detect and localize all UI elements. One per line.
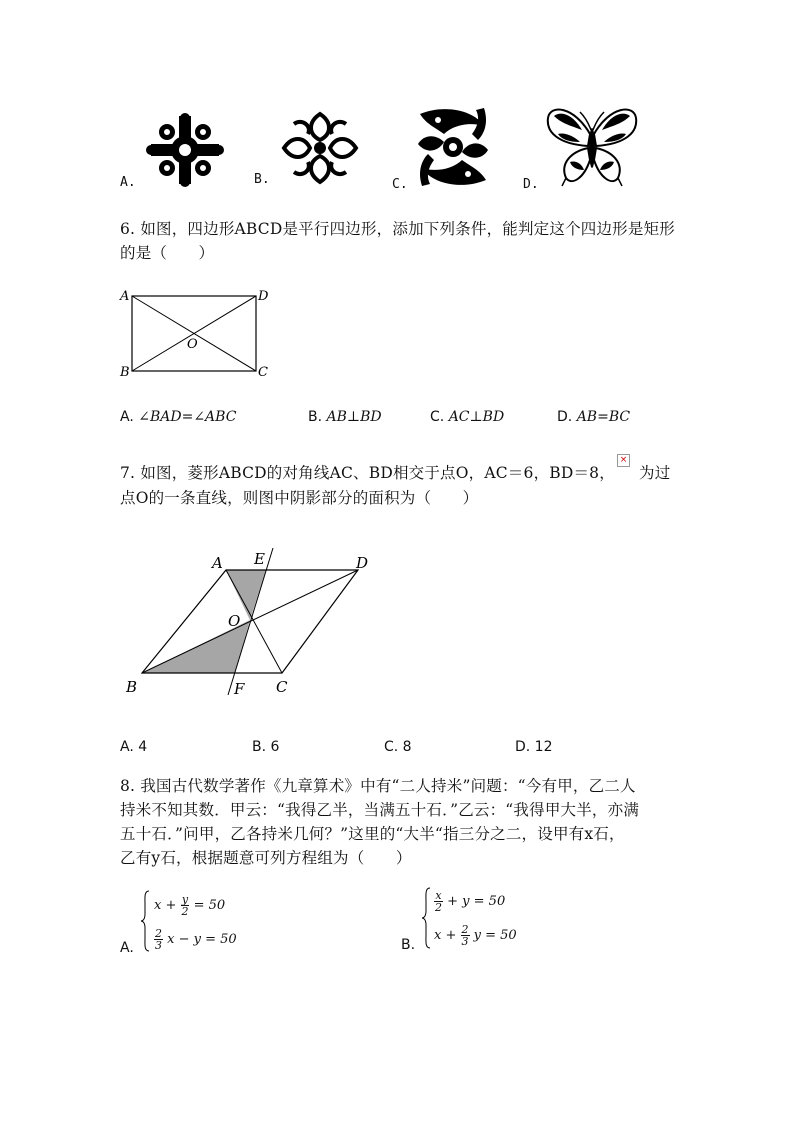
butterfly-icon	[544, 104, 640, 188]
ornament-cross-icon	[145, 112, 225, 188]
q6-option-d-text: AB=BC	[576, 409, 631, 425]
q6-text-line1: 6. 如图，四边形ABCD是平行四边形，添加下列条件，能判定这个四边形是矩形	[120, 220, 675, 238]
q6-option-d-label: D.	[557, 409, 573, 425]
q6-option-a[interactable]	[120, 409, 236, 425]
ornament-scroll-icon	[278, 108, 362, 188]
q6-option-a-label: A.	[120, 409, 134, 425]
q7-option-d[interactable]: D. 12	[515, 739, 553, 755]
q8-a-eq2-fraction	[154, 928, 163, 951]
q8-a-eq2-den: 3	[155, 939, 162, 952]
q8-option-b-eq1	[434, 890, 505, 913]
q8-b-eq1-den: 2	[435, 901, 442, 914]
q6-label-a: A	[120, 289, 130, 304]
q7-label-o: O	[228, 612, 241, 630]
q8-text-line1: 8. 我国古代数学著作《九章算术》中有“二人持米”问题：“今有甲，乙二人	[120, 777, 636, 795]
q8-text-line3: 五十石．”问甲，乙各持米几何？”这里的“大半“指三分之二，设甲有x石，	[120, 825, 625, 843]
q6-option-b-label: B.	[308, 409, 323, 425]
q6-option-b[interactable]	[308, 409, 382, 425]
q7-option-a[interactable]: A. 4	[120, 739, 148, 755]
q5-option-c-label[interactable]: C.	[392, 177, 408, 192]
q6-text-line2: 的是（ ）	[120, 244, 215, 262]
q5-option-b-figure	[278, 108, 362, 188]
q5-option-a-figure	[145, 112, 225, 188]
q6-option-a-text: ∠BAD=∠ABC	[138, 409, 237, 425]
q8-b-eq2-post: y = 50	[473, 928, 517, 943]
q6-label-c: C	[258, 365, 268, 380]
left-brace-icon	[421, 887, 431, 949]
q8-a-eq1-num: y	[181, 893, 189, 906]
q6-figure	[114, 286, 284, 382]
q7-text-line1-pre: 7. 如图，菱形ABCD的对角线AC、BD相交于点O，AC＝6，BD＝8，	[120, 464, 615, 482]
q7-label-a: A	[212, 554, 223, 572]
q8-a-eq2-post: x − y = 50	[167, 932, 237, 947]
rhombus-diagram	[118, 540, 378, 700]
q8-a-eq1-post: = 50	[193, 898, 226, 913]
q8-a-eq1-den: 2	[181, 905, 189, 918]
q8-option-b-brace	[421, 887, 431, 951]
q8-b-eq1-num: x	[435, 889, 442, 902]
q6-option-d[interactable]	[557, 409, 630, 425]
q7-text-line1-post: 为过	[639, 464, 671, 482]
q5-option-b-label[interactable]: B.	[254, 172, 270, 187]
q6-option-c-text: AC⊥BD	[448, 409, 505, 425]
q8-a-eq1-fraction	[181, 894, 190, 917]
q8-b-eq2-num: 2	[461, 923, 469, 936]
parallelogram-diagram	[114, 286, 284, 382]
q8-text-line2: 持米不知其数．甲云：“我得乙半，当满五十石．”乙云：“我得甲大半，亦满	[120, 801, 640, 819]
q5-option-d-figure	[544, 104, 640, 188]
q8-b-eq2-pre: x +	[434, 928, 457, 943]
q7-figure	[118, 540, 378, 700]
q8-option-b-eq2	[434, 924, 517, 947]
q7-label-e: E	[254, 550, 265, 568]
q7-option-b[interactable]: B. 6	[252, 739, 280, 755]
ornament-swirl-icon	[414, 104, 492, 190]
q6-option-b-text: AB⊥BD	[326, 409, 382, 425]
q8-b-eq1-fraction	[434, 890, 443, 913]
broken-image-icon: ×	[617, 454, 630, 467]
q8-option-b-label[interactable]: B.	[401, 937, 416, 953]
q7-label-f: F	[234, 680, 245, 698]
q7-label-c: C	[276, 678, 288, 696]
q7-text-line2: 点O的一条直线，则图中阴影部分的面积为（ ）	[120, 489, 479, 507]
q6-option-c[interactable]	[430, 409, 504, 425]
q8-a-eq1-pre: x +	[154, 898, 177, 913]
q6-label-b: B	[120, 365, 130, 380]
q6-option-c-label: C.	[430, 409, 445, 425]
q5-option-a-label[interactable]: A.	[120, 175, 136, 190]
q8-option-a-brace	[140, 890, 150, 954]
q8-option-a-eq1	[154, 894, 225, 917]
q7-label-b: B	[126, 678, 138, 696]
q8-b-eq2-den: 3	[461, 935, 469, 948]
q8-b-eq1-post: + y = 50	[447, 894, 506, 909]
q7-label-d: D	[356, 554, 369, 572]
left-brace-icon	[140, 890, 150, 952]
q6-label-o: O	[187, 337, 198, 352]
q7-option-c[interactable]: C. 8	[384, 739, 412, 755]
q8-option-a-label[interactable]: A.	[120, 940, 134, 956]
q8-b-eq2-fraction	[461, 924, 470, 947]
q8-a-eq2-num: 2	[155, 927, 162, 940]
q8-option-a-eq2	[154, 928, 237, 951]
q5-option-c-figure	[414, 104, 492, 190]
q6-label-d: D	[258, 289, 269, 304]
q8-text-line4: 乙有y石，根据题意可列方程组为（ ）	[120, 849, 412, 867]
q5-option-d-label[interactable]: D.	[523, 177, 539, 192]
